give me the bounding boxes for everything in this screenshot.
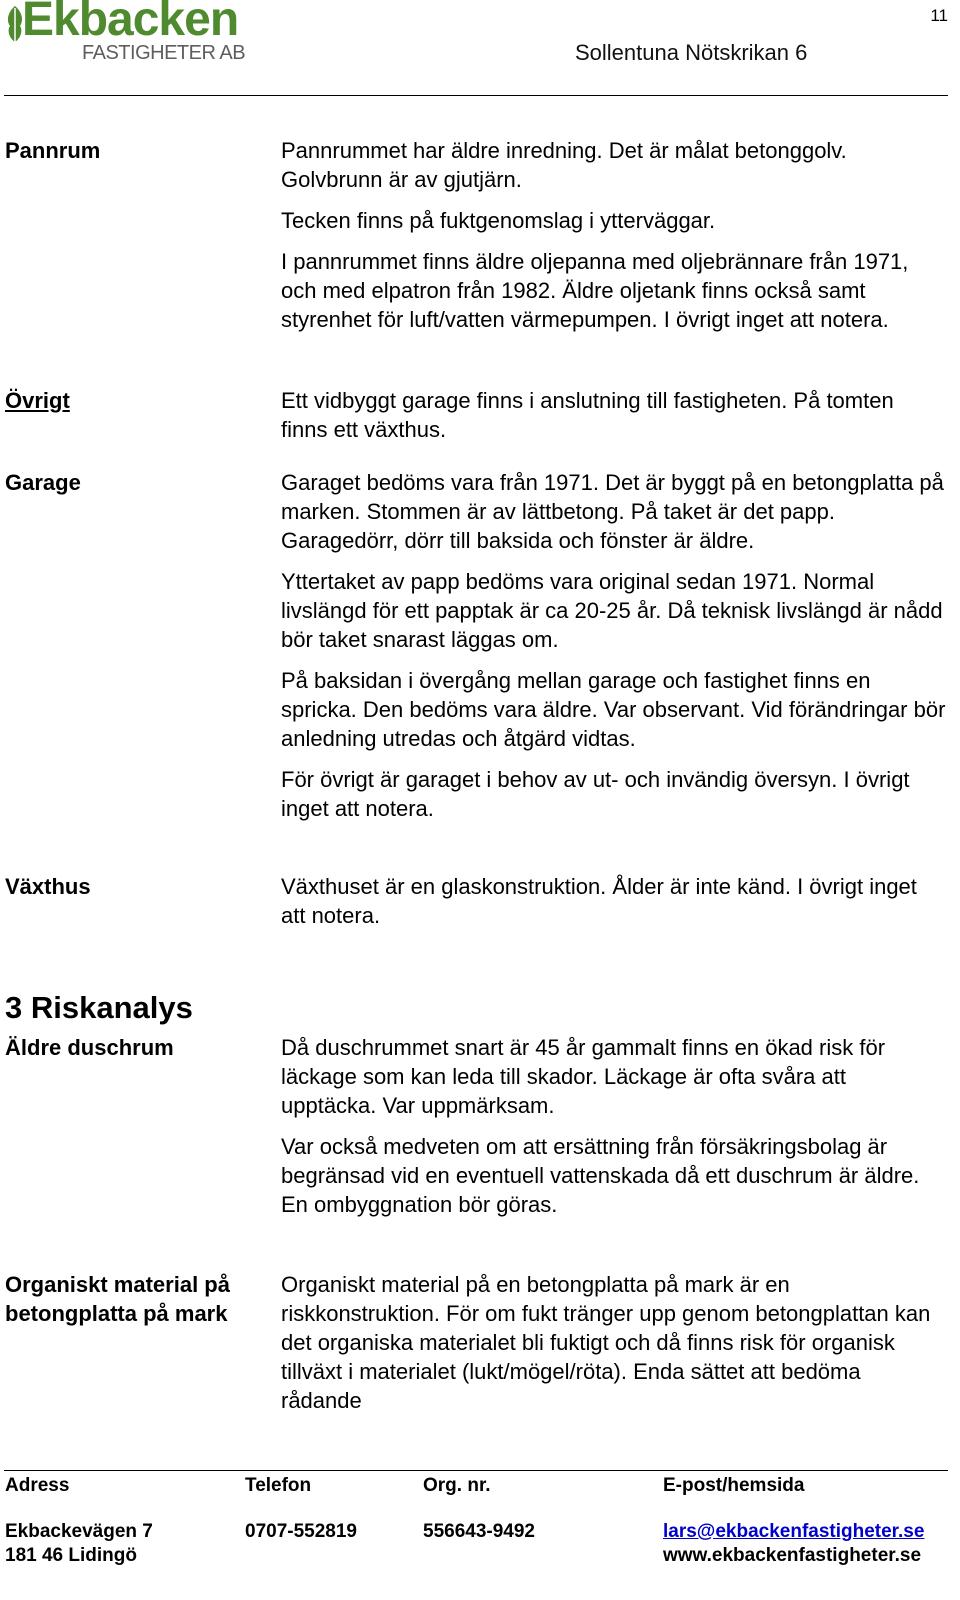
paragraph: Då duschrummet snart är 45 år gammalt finns en ökad risk för läckage som kan leda till skador. Läckage är ofta svåra att upptäcka. Var uppmärksam. — [281, 1035, 886, 1118]
section-body — [281, 386, 946, 456]
paragraph: Organiskt material på en betongplatta på mark är en riskkonstruktion. För om fukt tränger upp genom betongplattan kan det organiska materialet bli fuktigt och då finns risk för organisk tillväxt i materialet (lukt/mögel/röta). Enda sättet att bedöma rådande — [281, 1272, 931, 1413]
paragraph: För övrigt är garaget i behov av ut- och invändig översyn. I övrigt inget att notera. — [281, 767, 910, 821]
paragraph: På baksidan i övergång mellan garage och fastighet finns en spricka. Den bedöms vara äldre. Var observant. Vid förändringar bör anledning utredas och åtgärd vidtas. — [281, 668, 946, 751]
logo-wordmark: Ekbacken — [22, 0, 239, 46]
section-label: Övrigt — [5, 388, 70, 413]
section-label: Växthus — [5, 874, 91, 899]
paragraph: Pannrummet har äldre inredning. Det är målat betonggolv. Golvbrunn är av gjutjärn. — [281, 138, 847, 192]
footer-contact — [663, 1474, 924, 1568]
footer-address-label: Adress — [5, 1475, 70, 1496]
section-label: Organiskt material på betongplatta på mark — [5, 1272, 230, 1326]
paragraph: Garaget bedöms vara från 1971. Det är byggt på en betongplatta på marken. Stommen är av lättbetong. På taket är det papp. Garagedörr, dörr till baksida och fönster är äldre. — [281, 470, 944, 553]
paragraph: Ett vidbyggt garage finns i anslutning till fastigheten. På tomten finns ett växthus. — [281, 388, 894, 442]
footer-email-label: E-post/hemsida — [663, 1475, 805, 1496]
footer-org-label: Org. nr. — [423, 1475, 491, 1496]
section-body — [281, 1033, 946, 1231]
footer-org — [423, 1474, 535, 1544]
footer-address-line2: 181 46 Lidingö — [5, 1545, 137, 1566]
section-label: Äldre duschrum — [5, 1035, 174, 1060]
footer-website[interactable]: www.ekbackenfastigheter.se — [663, 1545, 922, 1566]
page-number: 11 — [930, 6, 948, 25]
document-title: Sollentuna Nötskrikan 6 — [575, 40, 808, 65]
paragraph: Tecken finns på fuktgenomslag i ytterväggar. — [281, 208, 716, 233]
section-heading: 3 Riskanalys — [5, 990, 193, 1025]
header-divider — [4, 95, 948, 96]
footer-email-link[interactable]: lars@ekbackenfastigheter.se — [663, 1521, 925, 1542]
footer-address-line1: Ekbackevägen 7 — [5, 1521, 153, 1542]
section-body — [281, 1270, 946, 1427]
footer-divider — [4, 1470, 948, 1471]
footer-phone-label: Telefon — [245, 1475, 312, 1496]
section-label: Garage — [5, 470, 81, 495]
paragraph: Var också medveten om att ersättning från försäkringsbolag är begränsad vid en eventuell vattenskada då ett duschrum är äldre. En ombyggnation bör göras. — [281, 1134, 920, 1217]
footer-org-value: 556643-9492 — [423, 1521, 535, 1542]
section-body — [281, 872, 946, 942]
section-label: Pannrum — [5, 138, 101, 163]
section-body — [281, 468, 946, 835]
footer-phone — [245, 1474, 357, 1544]
company-logo — [4, 0, 334, 66]
paragraph: Yttertaket av papp bedöms vara original sedan 1971. Normal livslängd för ett papptak är ca 20-25 år. Då teknisk livslängd är nådd bör taket snarast läggas om. — [281, 569, 943, 652]
section-body — [281, 136, 946, 346]
paragraph: Växthuset är en glaskonstruktion. Ålder är inte känd. I övrigt inget att notera. — [281, 874, 917, 928]
footer-phone-value: 0707-552819 — [245, 1521, 357, 1542]
footer-address — [5, 1474, 153, 1568]
logo-subtitle: FASTIGHETER AB — [82, 42, 246, 64]
paragraph: I pannrummet finns äldre oljepanna med oljebrännare från 1971, och med elpatron från 1982. Äldre oljetank finns också samt styrenhet för luft/vatten värmepumpen. I övrigt inget att notera. — [281, 249, 909, 332]
